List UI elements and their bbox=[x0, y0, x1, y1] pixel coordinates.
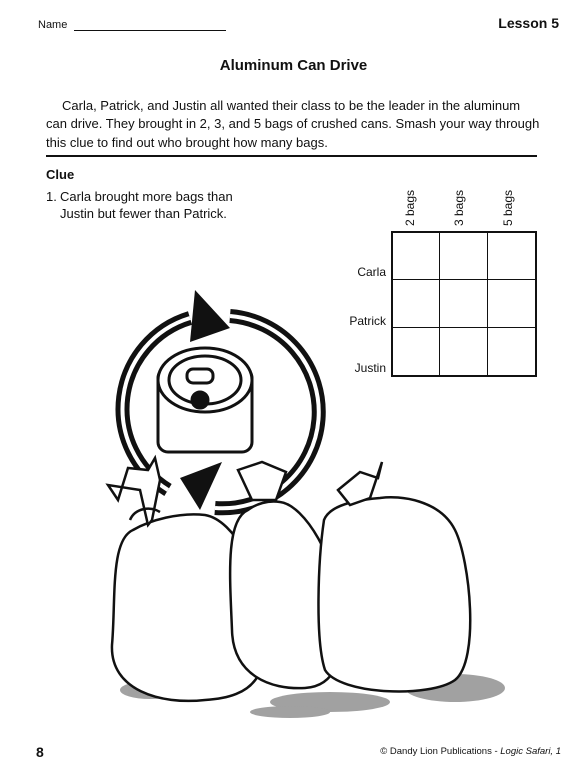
row-label-patrick: Patrick bbox=[349, 314, 386, 328]
clue-text: Carla brought more bags than Justin but fewer than Patrick. bbox=[60, 189, 233, 221]
aluminum-can-icon bbox=[158, 348, 252, 452]
lesson-label: Lesson 5 bbox=[498, 15, 559, 31]
page-number: 8 bbox=[36, 744, 44, 760]
name-label: Name bbox=[38, 19, 68, 31]
clue-number: 1. bbox=[46, 189, 57, 204]
column-label-2-bags: 2 bags bbox=[403, 189, 417, 226]
book-title: Logic Safari, 1 bbox=[500, 746, 561, 757]
publisher-text: © Dandy Lion Publications - bbox=[380, 746, 498, 757]
row-label-carla: Carla bbox=[357, 265, 386, 279]
intro-paragraph: Carla, Patrick, and Justin all wanted their class to be the leader in the aluminum can drive. They brought in 2, 3, and 5 bags of crushed cans. Smash your way through this clue to find out who brought how many bags. bbox=[46, 98, 540, 150]
page-title: Aluminum Can Drive bbox=[219, 57, 368, 74]
copyright-line bbox=[380, 746, 561, 757]
row-label-justin: Justin bbox=[354, 361, 386, 375]
recycle-arrowhead-icon bbox=[190, 290, 230, 342]
clue-heading: Clue bbox=[46, 167, 75, 182]
column-label-5-bags: 5 bags bbox=[501, 189, 515, 226]
column-label-3-bags: 3 bags bbox=[452, 189, 466, 226]
